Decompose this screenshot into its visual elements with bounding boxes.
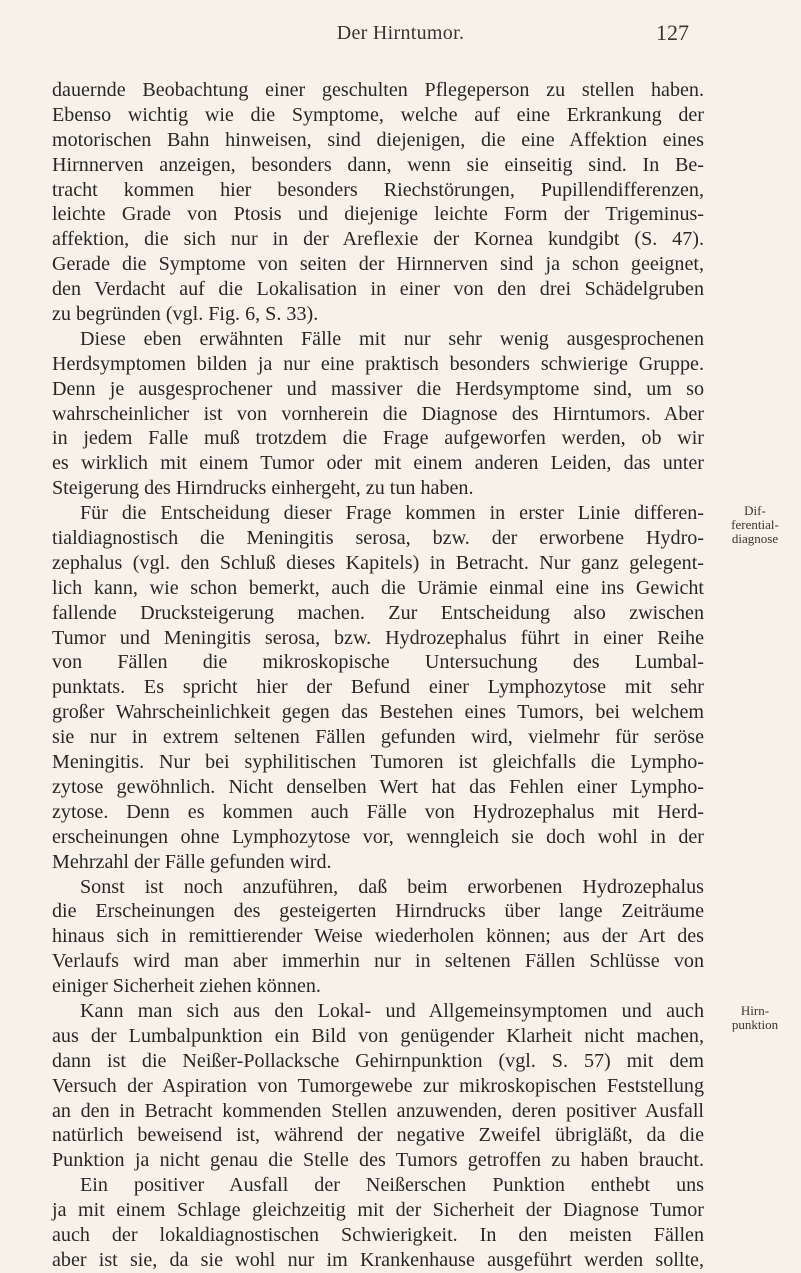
text-line: dauernde Beobachtung einer geschulten Pflegeperson zu stellen haben. — [52, 79, 704, 101]
running-title: Der Hirntumor. — [336, 22, 465, 44]
text-line: zu begründen (vgl. Fig. 6, S. 33). — [52, 303, 319, 326]
text-line: natürlich beweisend ist, während der negative Zweifel übrigläßt, da die — [52, 1124, 704, 1147]
text-line: zytose gewöhnlich. Nicht denselben Wert hat das Fehlen einer Lympho- — [52, 775, 704, 798]
text-line: an den in Betracht kommenden Stellen anzuwenden, deren positiver Ausfall — [52, 1099, 704, 1122]
margin-note-line: punktion — [731, 1017, 779, 1032]
text-line: dann ist die Neißer-Pollacksche Gehirnpunktion (vgl. S. 57) mit dem — [52, 1049, 704, 1072]
page-number: 127 — [656, 20, 689, 45]
text-line: motorischen Bahn hinweisen, sind diejenigen, die eine Affektion eines — [52, 128, 704, 151]
text-line: einiger Sicherheit ziehen können. — [52, 975, 321, 998]
text-line: auch der lokaldiagnostischen Schwierigkeit. In den meisten Fällen — [52, 1223, 704, 1246]
text-line: von Fällen die mikroskopische Untersuchung des Lumbal- — [52, 651, 704, 674]
margin-note-line: Hirn- — [740, 1003, 770, 1018]
text-line: Ein positiver Ausfall der Neißerschen Punktion enthebt uns — [80, 1174, 704, 1197]
text-line: Hirnnerven anzeigen, besonders dann, wenn sie einseitig sind. In Be- — [52, 153, 704, 176]
margin-note-line: Dif- — [744, 503, 766, 518]
text-line: leichte Grade von Ptosis und diejenige leichte Form der Trigeminus- — [52, 203, 704, 226]
text-line: wahrscheinlicher ist von vornherein die Diagnose des Hirntumors. Aber — [52, 402, 704, 425]
text-line: lich kann, wie schon bemerkt, auch die Urämie einmal eine ins Gewicht — [52, 576, 704, 599]
text-line: hinaus sich in remittierender Weise wiederholen können; aus der Art des — [52, 925, 704, 948]
text-line: affektion, die sich nur in der Areflexie der Kornea kundgibt (S. 47). — [52, 228, 704, 251]
text-line: zytose. Denn es kommen auch Fälle von Hydrozephalus mit Herd- — [52, 800, 704, 823]
text-line: zephalus (vgl. den Schluß dieses Kapitels) in Betracht. Nur ganz gelegent- — [52, 551, 704, 574]
text-line: Denn je ausgesprochener und massiver die Herdsymptome sind, um so — [52, 377, 704, 400]
text-line: aus der Lumbalpunktion ein Bild von genügender Klarheit nicht machen, — [52, 1024, 704, 1047]
text-line: Meningitis. Nur bei syphilitischen Tumoren ist gleichfalls die Lympho- — [52, 751, 704, 774]
text-line: Tumor und Meningitis serosa, bzw. Hydrozephalus führt in einer Reihe — [52, 626, 704, 649]
margin-note-hirnpunktion — [711, 1004, 799, 1032]
text-line: Sonst ist noch anzuführen, daß beim erworbenen Hydrozephalus — [80, 875, 704, 898]
text-line: Steigerung des Hirndrucks einhergeht, zu tun haben. — [52, 477, 474, 500]
text-line: aber ist sie, da sie wohl nur im Krankenhause ausgeführt werden sollte, — [52, 1248, 704, 1271]
text-line: die Erscheinungen des gesteigerten Hirndrucks über lange Zeiträume — [52, 900, 704, 923]
text-line: Punktion ja nicht genau die Stelle des Tumors getroffen zu haben braucht. — [52, 1149, 704, 1172]
text-line: es wirklich mit einem Tumor oder mit einem anderen Leiden, das unter — [52, 452, 704, 475]
text-line: sie nur in extrem seltenen Fällen gefunden wird, vielmehr für seröse — [52, 726, 704, 749]
text-line: punktats. Es spricht hier der Befund einer Lymphozytose mit sehr — [52, 676, 704, 699]
margin-note-line: ferential- — [731, 517, 779, 532]
text-line: Verlaufs wird man aber immerhin nur in seltenen Fällen Schlüsse von — [52, 950, 704, 973]
body-text — [52, 78, 704, 1273]
text-line: fallende Drucksteigerung machen. Zur Entscheidung also zwischen — [52, 601, 704, 624]
margin-note-differentialdiagnose — [711, 504, 799, 546]
text-line: Für die Entscheidung dieser Frage kommen in erster Linie differen- — [80, 502, 704, 525]
text-line: tracht kommen hier besonders Riechstörungen, Pupillendifferenzen, — [52, 178, 704, 201]
text-line: Diese eben erwähnten Fälle mit nur sehr wenig ausgesprochenen — [80, 327, 704, 350]
text-line: tialdiagnostisch die Meningitis serosa, bzw. der erworbene Hydro- — [52, 527, 704, 550]
text-line: Gerade die Symptome von seiten der Hirnnerven sind ja schon geeignet, — [52, 253, 704, 276]
text-line: erscheinungen ohne Lymphozytose vor, wenngleich sie doch wohl in der — [52, 825, 704, 848]
text-line: den Verdacht auf die Lokalisation in einer von den drei Schädelgruben — [52, 278, 704, 301]
text-line: in jedem Falle muß trotzdem die Frage aufgeworfen werden, ob wir — [52, 427, 704, 450]
text-line: Mehrzahl der Fälle gefunden wird. — [52, 850, 332, 873]
text-line: ja mit einem Schlage gleichzeitig mit der Sicherheit der Diagnose Tumor — [52, 1199, 704, 1222]
text-line: Kann man sich aus den Lokal- und Allgemeinsymptomen und auch — [80, 999, 704, 1022]
margin-note-line: diagnose — [731, 531, 779, 546]
text-line: Herdsymptomen bilden ja nur eine praktisch besonders schwierige Gruppe. — [52, 352, 704, 375]
text-line: Versuch der Aspiration von Tumorgewebe zur mikroskopischen Feststellung — [52, 1074, 704, 1097]
text-line: großer Wahrscheinlichkeit gegen das Bestehen eines Tumors, bei welchem — [52, 701, 704, 724]
text-line: Ebenso wichtig wie die Symptome, welche auf eine Erkrankung der — [52, 103, 704, 126]
